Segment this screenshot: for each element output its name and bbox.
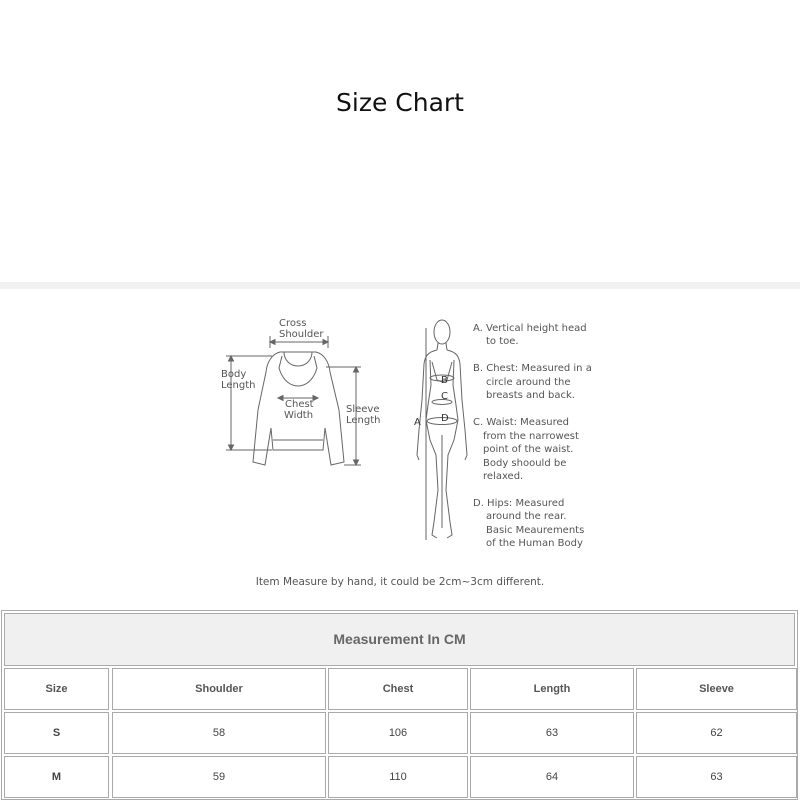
note-a-line-2: to toe. <box>486 336 519 347</box>
measure-note: Item Measure by hand, it could be 2cm~3cm different. <box>255 576 545 588</box>
note-d-line-1: D. Hips: Measured <box>473 498 565 509</box>
divider <box>0 282 800 289</box>
row-s-shoulder: 58 <box>112 712 326 754</box>
body-length-label-1: Body <box>221 369 247 380</box>
row-m-length: 64 <box>470 756 634 798</box>
header-chest: Chest <box>328 668 468 710</box>
row-s-chest: 106 <box>328 712 468 754</box>
row-m-shoulder: 59 <box>112 756 326 798</box>
body-illustration <box>417 320 467 540</box>
row-m-sleeve: 63 <box>636 756 797 798</box>
cross-shoulder-label-1: Cross <box>279 318 307 329</box>
row-s-sleeve: 62 <box>636 712 797 754</box>
note-b-line-1: B. Chest: Measured in a <box>473 363 592 374</box>
body-letter-d: D <box>441 413 449 424</box>
note-c-line-5: relaxed. <box>483 471 524 482</box>
row-m-chest: 110 <box>328 756 468 798</box>
note-d-line-4: of the Human Body <box>486 538 583 549</box>
body-length-label-2: Length <box>221 380 256 391</box>
sleeve-length-label-2: Length <box>346 415 381 426</box>
chest-width-label-1: Chest <box>285 399 314 410</box>
size-table <box>1 610 798 800</box>
note-c-line-3: point of the waist. <box>483 444 574 455</box>
row-s-length: 63 <box>470 712 634 754</box>
note-b-line-2: circle around the <box>486 377 571 388</box>
row-s-size: S <box>4 712 109 754</box>
sleeve-length-label-1: Sleeve <box>346 404 380 415</box>
page-title: Size Chart <box>336 88 464 117</box>
body-letter-b: B <box>441 375 448 386</box>
header-size: Size <box>4 668 109 710</box>
cross-shoulder-label-2: Shoulder <box>279 329 324 340</box>
note-a-line-1: A. Vertical height head <box>473 323 587 334</box>
body-letter-a: A <box>414 417 421 428</box>
note-b-line-3: breasts and back. <box>486 390 575 401</box>
chest-width-label-2: Width <box>284 410 314 421</box>
table-caption: Measurement In CM <box>4 613 795 666</box>
measurement-notes <box>473 323 592 549</box>
row-m-size: M <box>4 756 109 798</box>
header-shoulder: Shoulder <box>112 668 326 710</box>
note-c-line-2: from the narrowest <box>483 431 579 442</box>
note-c-line-1: C. Waist: Measured <box>473 417 570 428</box>
header-length: Length <box>470 668 634 710</box>
header-sleeve: Sleeve <box>636 668 797 710</box>
note-d-line-3: Basic Meaurements <box>486 525 585 536</box>
body-letter-c: C <box>441 391 448 402</box>
note-c-line-4: Body shoould be <box>483 458 567 469</box>
note-d-line-2: around the rear. <box>486 511 567 522</box>
measurement-diagram <box>0 290 800 570</box>
